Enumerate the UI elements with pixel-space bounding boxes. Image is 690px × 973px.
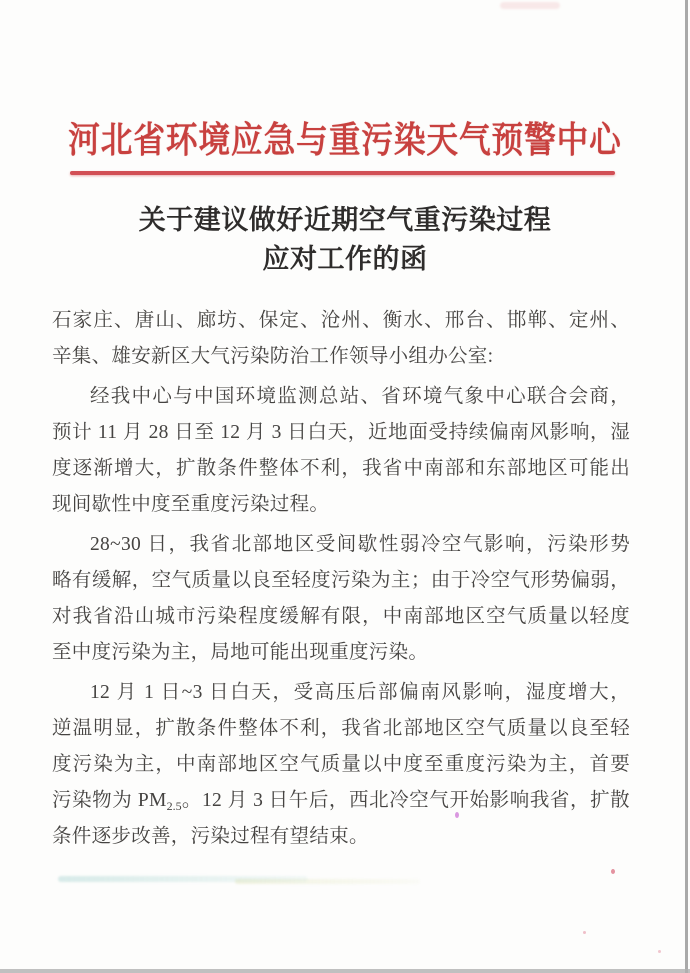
body-line: 石家庄、唐山、廊坊、保定、沧州、衡水、邢台、邯郸、定州、 [52,310,630,331]
body-line: 度污染为主，中南部地区空气质量以中度至重度污染为主，首要 [52,754,630,775]
scan-smudge-yellow [235,879,420,884]
scan-speck [611,869,615,874]
pm25-text-before: 污染物为 PM [52,790,167,811]
nov28-30-paragraph [52,527,630,671]
body-line: 28~30 日，我省北部地区受间歇性弱冷空气影响，污染形势 [90,534,630,555]
body-line: 条件逐步改善，污染过程有望结束。 [52,826,369,847]
document-title-line-1: 关于建议做好近期空气重污染过程 [138,205,552,235]
body-line: 对我省沿山城市污染程度缓解有限，中南部地区空气质量以轻度 [52,606,630,627]
document-title-line-2: 应对工作的函 [262,244,428,274]
scan-smudge-top [500,2,560,9]
body-line: 经我中心与中国环境监测总站、省环境气象中心联合会商， [90,386,630,407]
dec1-3-paragraph [52,675,630,855]
body-line: 逆温明显，扩散条件整体不利，我省北部地区空气质量以良至轻 [52,718,630,739]
document-title [0,201,690,279]
body-line-pm25 [52,783,630,819]
pm25-subscript: 2.5 [166,799,182,813]
body-line: 预计 11 月 28 日至 12 月 3 日白天，近地面受持续偏南风影响，湿 [52,422,630,443]
document-body [52,303,630,859]
forecast-overview-paragraph [52,379,630,523]
letterhead-divider [70,171,615,175]
body-line: 至中度污染为主，局地可能出现重度污染。 [52,642,429,663]
scan-speck [455,812,459,818]
letterhead-org-name: 河北省环境应急与重污染天气预警中心 [68,120,622,160]
body-line: 辛集、雄安新区大气污染防治工作领导小组办公室: [52,346,494,367]
body-line: 度逐渐增大，扩散条件整体不利，我省中南部和东部地区可能出 [52,458,630,479]
addressee-paragraph [52,303,630,375]
body-line: 12 月 1 日~3 日白天，受高压后部偏南风影响，湿度增大， [90,682,630,703]
page-edge-right [685,0,688,973]
body-line: 现间歇性中度至重度污染过程。 [52,494,330,515]
scan-speck [658,950,661,953]
scan-speck [583,931,586,934]
body-line: 略有缓解，空气质量以良至轻度污染为主；由于冷空气形势偏弱， [52,570,630,591]
pm25-text-after: 。12 月 3 日午后，西北冷空气开始影响我省，扩散 [181,790,630,811]
page-edge-bottom [0,969,690,973]
